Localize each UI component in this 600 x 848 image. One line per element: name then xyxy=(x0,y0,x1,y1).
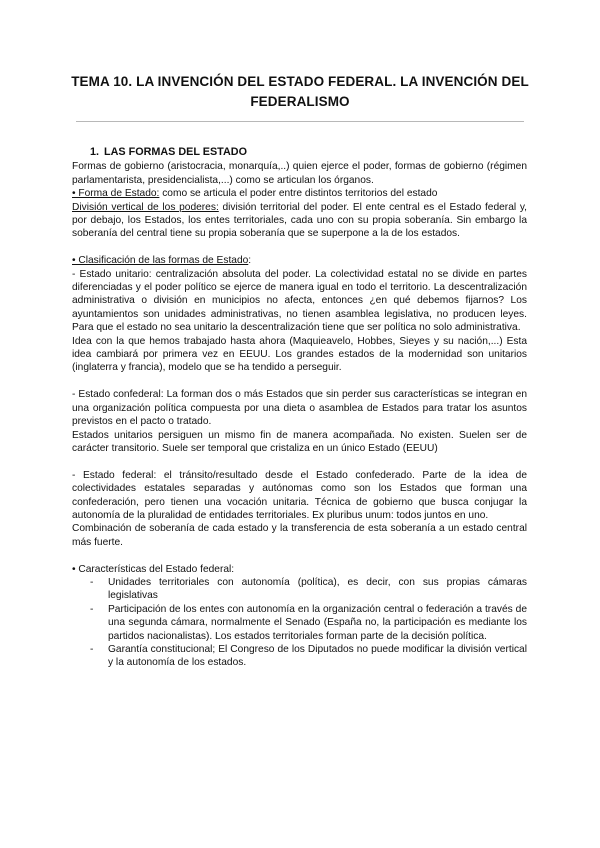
section-title: LAS FORMAS DEL ESTADO xyxy=(104,146,247,158)
forma-estado-label: • Forma de Estado: xyxy=(72,188,160,200)
forma-estado-text: como se articula el poder entre distintos territorios del estado xyxy=(159,188,438,200)
title-divider xyxy=(76,121,524,122)
list-item: - Unidades territoriales con autonomía (política), es decir, con sus propias cámaras legislativas xyxy=(72,576,527,603)
paragraph-federal-soberania: Combinación de soberanía de cada estado y la transferencia de esta soberanía a un estado central más fuerte. xyxy=(72,523,527,548)
spacer xyxy=(72,455,527,468)
paragraph-unitario: - Estado unitario: centralización absoluta del poder. La colectividad estatal no se divide en partes diferenciadas y el poder político se ejerce de manera igual en todo el territorio. La descentralización administrativa o división en municipios no afecta, entonces ¿en qué debemos fijarnos? Los ayuntamientos son unidades administrativas, no tienen asamblea legislativa, no producen leyes. Para que el estado no sea unitario la descentralización tiene que ser política no solo administrativa. xyxy=(72,268,527,334)
document-title: TEMA 10. LA INVENCIÓN DEL ESTADO FEDERAL. LA INVENCIÓN DEL FEDERALISMO xyxy=(71,74,529,109)
clasificacion-label: • Clasificación de las formas de Estado xyxy=(72,255,249,267)
paragraph-federal: - Estado federal: el tránsito/resultado desde el Estado confederado. Parte de la idea de colectividades estatales separadas y autónomas como son los Estados que forman una confederación, pero tienen una vocación unitaria. Técnica de gobierno que busca conjugar la autonomía de la pluralidad de entidades territoriales. Ex pluribus unum: todos juntos en uno. xyxy=(72,469,527,521)
caracteristicas-list xyxy=(72,576,527,670)
spacer xyxy=(72,549,527,562)
division-label: División vertical de los poderes: xyxy=(72,201,219,213)
section-heading xyxy=(90,146,527,159)
caracteristicas-heading: • Características del Estado federal: xyxy=(72,563,235,575)
list-item: - Participación de los entes con autonomía en la organización central o federación a través de una segunda cámara, normalmente el Senado (España no, la participación es mediante los partidos nacionalistas). Los estados territoriales forman parte de la decisión política. xyxy=(72,603,527,643)
paragraph-division-vertical xyxy=(72,201,527,241)
paragraph-confederal: - Estado confederal: La forman dos o más Estados que sin perder sus características se integran en una organización política compuesta por una dieta o asamblea de Estados para tratar los asuntos previstos en el pacto o tratado. xyxy=(72,389,527,428)
document-body xyxy=(72,146,527,670)
list-item: - Garantía constitucional; El Congreso de los Diputados no puede modificar la división vertical y la autonomía de los estados. xyxy=(72,643,527,670)
paragraph-confederal-detail: Estados unitarios persiguen un mismo fin de manera acompañada. No existen. Suelen ser de carácter transitorio. Suele ser temporal que cristaliza en un único Estado (EEUU) xyxy=(72,429,527,454)
paragraph-clasificacion xyxy=(72,254,527,267)
spacer xyxy=(72,375,527,388)
division-text: división territorial del poder. El ente central es el Estado federal y, por debajo, los Estados, los entes territoriales, cada uno con su propia soberanía. Sin embargo la soberanía del central tiene su propia soberanía que se superpone a la de los estados. xyxy=(72,201,527,240)
spacer xyxy=(72,241,527,254)
section-number: 1. xyxy=(90,146,100,158)
paragraph-formas-gobierno: Formas de gobierno (aristocracia, monarquía,..) quien ejerce el poder, formas de gobierno (régimen parlamentarista, presidencialista,...) como se articulan los órganos. xyxy=(72,161,527,186)
paragraph-forma-estado xyxy=(72,187,527,200)
clasificacion-colon: : xyxy=(248,255,252,267)
paragraph-unitario-idea: Idea con la que hemos trabajado hasta ahora (Maquieavelo, Hobbes, Sieyes y su nación,...) Esta idea cambiará por primera vez en EEUU. Los grandes estados de la modernidad son unitarios (inglaterra y francia), modelo que se ha tendido a perseguir. xyxy=(72,335,527,374)
